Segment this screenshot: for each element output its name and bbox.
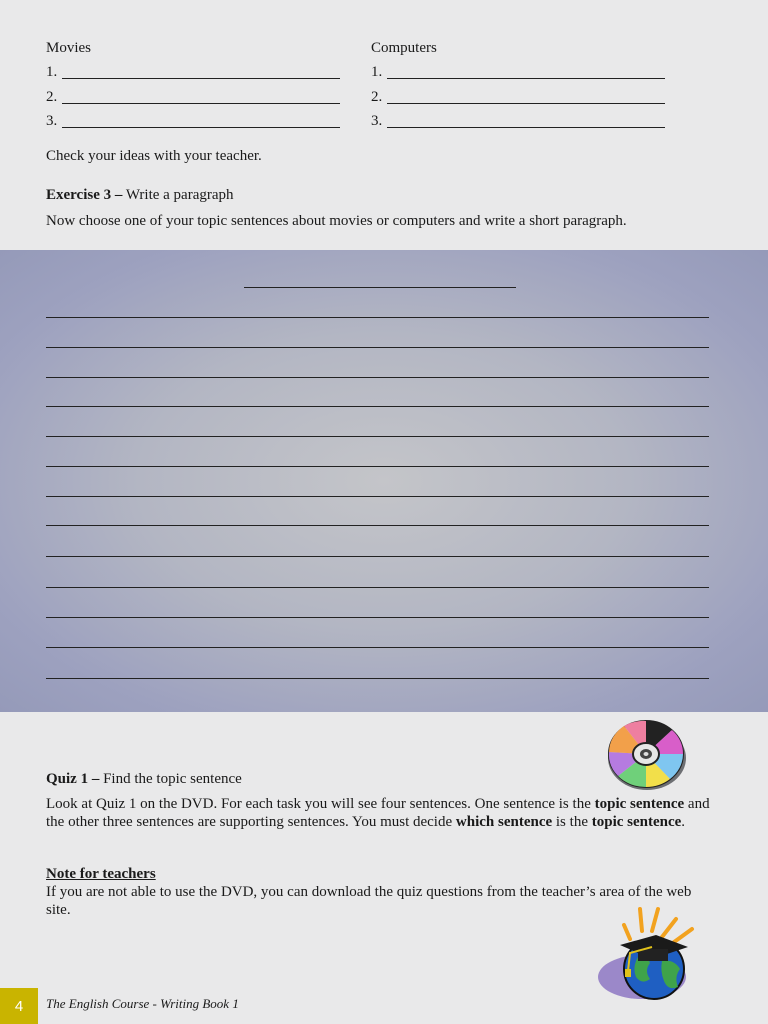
writing-line[interactable] [46,617,709,618]
exercise-3-heading [46,186,234,204]
movies-answer-line-1[interactable] [62,78,340,79]
writing-line[interactable] [46,466,709,467]
writing-line[interactable] [46,347,709,348]
quiz-1-emphasis: topic sentence [591,814,682,830]
computers-answer-line-2[interactable] [387,103,665,104]
movies-heading: Movies [46,40,91,56]
dvd-disc-icon [606,718,688,792]
quiz-1-text-part: . [681,814,686,830]
exercise-3-title: Write a paragraph [122,187,234,203]
graduation-globe-icon [594,905,698,1005]
writing-line[interactable] [46,587,709,588]
writing-line[interactable] [46,647,709,648]
computers-answer-line-1[interactable] [387,78,665,79]
writing-line[interactable] [46,556,709,557]
writing-line[interactable] [46,496,709,497]
movies-item-1-number: 1. [46,64,58,80]
note-heading: Note for teachers [46,866,156,882]
paragraph-writing-area [0,250,768,712]
quiz-1-title: Find the topic sentence [99,771,242,787]
quiz-1-emphasis: topic sentence [594,796,685,812]
quiz-1-text-part: is the [552,814,592,830]
computers-answer-line-3[interactable] [387,127,665,128]
check-ideas-text: Check your ideas with your teacher. [46,148,262,164]
writing-line[interactable] [46,317,709,318]
quiz-1-text-part: Look at Quiz 1 on the DVD. For each task you will see four sentences. One sentence is the [46,796,595,812]
quiz-1-heading [46,770,242,788]
movies-item-3-number: 3. [46,113,58,129]
page-number: 4 [0,988,38,1024]
quiz-1-text-part: and the other three sentences are supporting sentences. You must decide [46,796,710,830]
quiz-1-emphasis: which sentence [455,814,553,830]
footer-book-title: The English Course - Writing Book 1 [46,996,239,1011]
paragraph-title-line[interactable] [244,287,516,288]
quiz-1-instructions [46,795,712,831]
writing-line[interactable] [46,436,709,437]
movies-answer-line-2[interactable] [62,103,340,104]
quiz-1-label: Quiz 1 – [46,771,100,787]
writing-line[interactable] [46,406,709,407]
exercise-3-instruction: Now choose one of your topic sentences about movies or computers and write a short paragraph. [46,213,627,229]
exercise-3-label: Exercise 3 – [46,187,123,203]
movies-answer-line-3[interactable] [62,127,340,128]
writing-line[interactable] [46,377,709,378]
movies-item-2-number: 2. [46,89,58,105]
computers-item-3-number: 3. [371,113,383,129]
note-text: If you are not able to use the DVD, you can download the quiz questions from the teacher’s area of the web site. [46,884,692,918]
computers-item-2-number: 2. [371,89,383,105]
writing-line[interactable] [46,678,709,679]
writing-line[interactable] [46,525,709,526]
computers-item-1-number: 1. [371,64,383,80]
computers-heading: Computers [371,40,437,56]
